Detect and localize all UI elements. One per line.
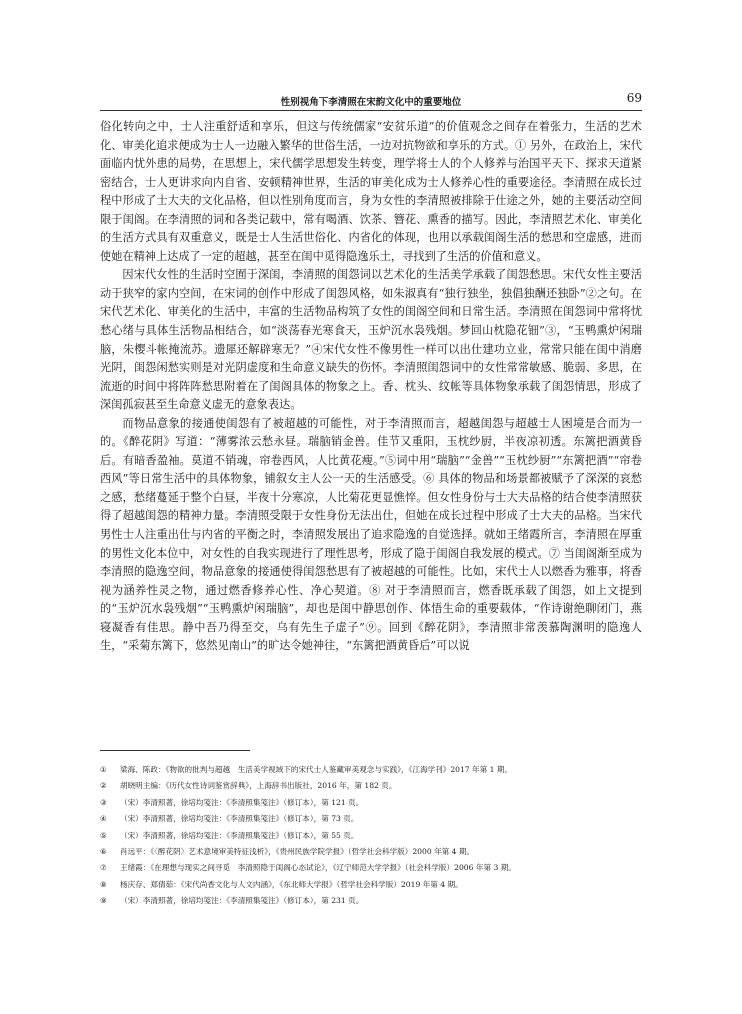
footnote — [100, 762, 642, 778]
footnote — [100, 811, 642, 827]
footnote-number: ⑦ — [100, 863, 107, 873]
running-header — [100, 92, 642, 111]
footnote-text: 胡晓明主编：《历代女性诗词鉴赏辞典》，上海辞书出版社，2016 年，第 182 页。 — [120, 781, 397, 791]
footnote-text: 梁海、陈政：《物欲的批判与超越 生活美学视域下的宋代士人鉴藏审美观念与实践》，《江海学刊》2017 年第 1 期。 — [120, 765, 513, 774]
paragraph: 因宋代女性的生活时空囿于深闺，李清照的闺怨词以艺术化的生活美学承载了闺怨愁思。宋代女性主要活动于狭窄的家内空间，在宋词的创作中形成了闺怨风格，如朱淑真有“独行独坐，独倡独酬还独卧”②之句。在宋代艺术化、审美化的生活中，丰富的生活物品构筑了女性的闺阁空间和日常生活。李清照在闺怨词中常将忧愁心绪与具体生活物品相结合，如“淡荡春光寒食天，玉炉沉水袅残烟。梦回山枕隐花钿”③，“玉鸭熏炉闲瑞脑，朱樱斗帐掩流苏。遗犀还解辟寒无？”④宋代女性不像男性一样可以出仕建功立业，常常只能在闺中消磨光阴，闺怨闲愁实则是对光阴虚度和生命意义缺失的伤怀。李清照闺怨词中的女性常常敏感、脆弱、多思，在流逝的时间中将阵阵愁思附着在了闺阁具体的物象之上。香、枕头、纹帐等具体物象承载了闺怨情思，形成了深闺孤寂甚至生命意义虚无的意象表达。 — [100, 268, 642, 412]
footnote-text: 杨庆存、郑倩茹：《宋代尚香文化与人文内涵》，《东北师大学报》（哲学社会科学版）2019 年第 4 期。 — [120, 879, 463, 889]
body-text — [100, 118, 642, 656]
footnote — [100, 778, 642, 794]
footnote — [100, 877, 642, 893]
footnote-number: ⑨ — [100, 896, 107, 906]
paragraph: 而物品意象的接通使闺怨有了被超越的可能性，对于李清照而言，超越闺怨与超越士人困境是合而为一的。《醉花阴》写道：“薄雾浓云愁永昼。瑞脑销金兽。佳节又重阳，玉枕纱厨，半夜凉初透。东篱把酒黄昏后。有暗香盈袖。莫道不销魂，帘卷西风，人比黄花瘦。”⑤词中用“瑞脑”“金兽”“玉枕纱厨”“东篱把酒”“帘卷西风”等日常生活中的具体物象，铺叙女主人公一天的生活感受。⑥ 具体的物品和场景都被赋予了深深的哀愁之感，愁绪蔓延于整个白昼，半夜十分寒凉，人比菊花更显憔悴。但女性身份与士大夫品格的结合使李清照获得了超越闺怨的精神力量。李清照受限于女性身份无法出仕，但她在成长过程中形成了士大夫的品格。当宋代男性士人注重出仕与内省的平衡之时，李清照发展出了追求隐逸的自觉选择。就如王绪霞所言，李清照在厚重的男性文化本位中，对女性的自我实现进行了理性思考，形成了隐于闺阁自我发展的模式。⑦ 当闺阁渐至成为李清照的隐逸空间，物品意象的接通使得闺怨愁思有了被超越的可能性。比如，宋代士人以燃香为雅事，将香视为涵养性灵之物，通过燃香修养心性、净心契道。⑧ 对于李清照而言，燃香既承载了闺怨，如上文提到的“玉炉沉水袅残烟”“玉鸭熏炉闲瑞脑”，却也是闺中静思创作、体悟生命的重要载体，“作诗谢绝聊闭门，燕寝凝香有佳思。静中吾乃得至交，乌有先生子虚子”⑨。回到《醉花阴》，李清照非常羡慕陶渊明的隐逸人生，“采菊东篱下，悠然见南山”的旷达令她神往，“东篱把酒黄昏后”可以说 — [100, 416, 642, 653]
footnote-number: ① — [100, 765, 107, 774]
footnote-text: （宋）李清照著，徐培均笺注：《李清照集笺注》（修订本），第 73 页。 — [120, 814, 359, 824]
footnote-number: ⑤ — [100, 830, 107, 840]
footnote-text: 肖远平：《〈醉花阴〉艺术意境审美特征浅析》，《贵州民族学院学报》（哲学社会科学版）2000 年第 4 期。 — [120, 847, 475, 857]
footnote-rule — [100, 750, 250, 751]
footnote — [100, 828, 642, 844]
footnote-text: （宋）李清照著，徐培均笺注：《李清照集笺注》（修订本），第 55 页。 — [120, 830, 359, 840]
running-title: 性别视角下李清照在宋韵文化中的重要地位 — [280, 97, 462, 108]
footnote — [100, 893, 642, 909]
footnote — [100, 860, 642, 876]
footnote — [100, 844, 642, 860]
footnote-number: ⑧ — [100, 879, 107, 889]
footnote-number: ③ — [100, 797, 107, 807]
footnote-text: 王绪霞：《在理想与现实之间寻觅 李清照隐于闺阁心态试论》，《辽宁师范大学学报》（社会科学版）2006 年第 3 期。 — [120, 863, 516, 873]
footnote-number: ⑥ — [100, 847, 107, 857]
footnote — [100, 795, 642, 811]
footnote-text: （宋）李清照著，徐培均笺注：《李清照集笺注》（修订本），第 231 页。 — [120, 896, 364, 906]
footnote-number: ② — [100, 781, 107, 791]
paragraph: 俗化转向之中，士人注重舒适和享乐，但这与传统儒家“安贫乐道”的价值观念之间存在着张力，生活的艺术化、审美化追求便成为士人一边融入繁华的世俗生活，一边对抗物欲和享乐的方式。① 另外，在政治上，宋代面临内忧外患的局势，在思想上，宋代儒学思想发生转变，理学将士人的个人修养与治国平天下、探求天道紧密结合，士人更讲求向内自省、安顿精神世界，生活的审美化成为士人修养心性的重要途径。李清照在成长过程中形成了士大夫的文化品格，但以性别角度而言，身为女性的李清照被排除于仕途之外，她的主要活动空间限于闺阁。在李清照的词和各类记载中，常有喝酒、饮茶、簪花、熏香的描写。因此，李清照艺术化、审美化的生活方式具有双重意义，既是士人生活世俗化、内省化的体现，也用以承载闺阁生活的愁思和空虚感，进而使她在精神上达成了一定的超越，甚至在闺中觅得隐逸乐土，寻找到了生活的价值和意义。 — [100, 120, 642, 263]
page-number: 69 — [626, 91, 642, 105]
footnote-text: （宋）李清照著，徐培均笺注：《李清照集笺注》（修订本），第 121 页。 — [120, 797, 364, 807]
footnotes — [100, 762, 642, 910]
footnote-number: ④ — [100, 814, 107, 824]
